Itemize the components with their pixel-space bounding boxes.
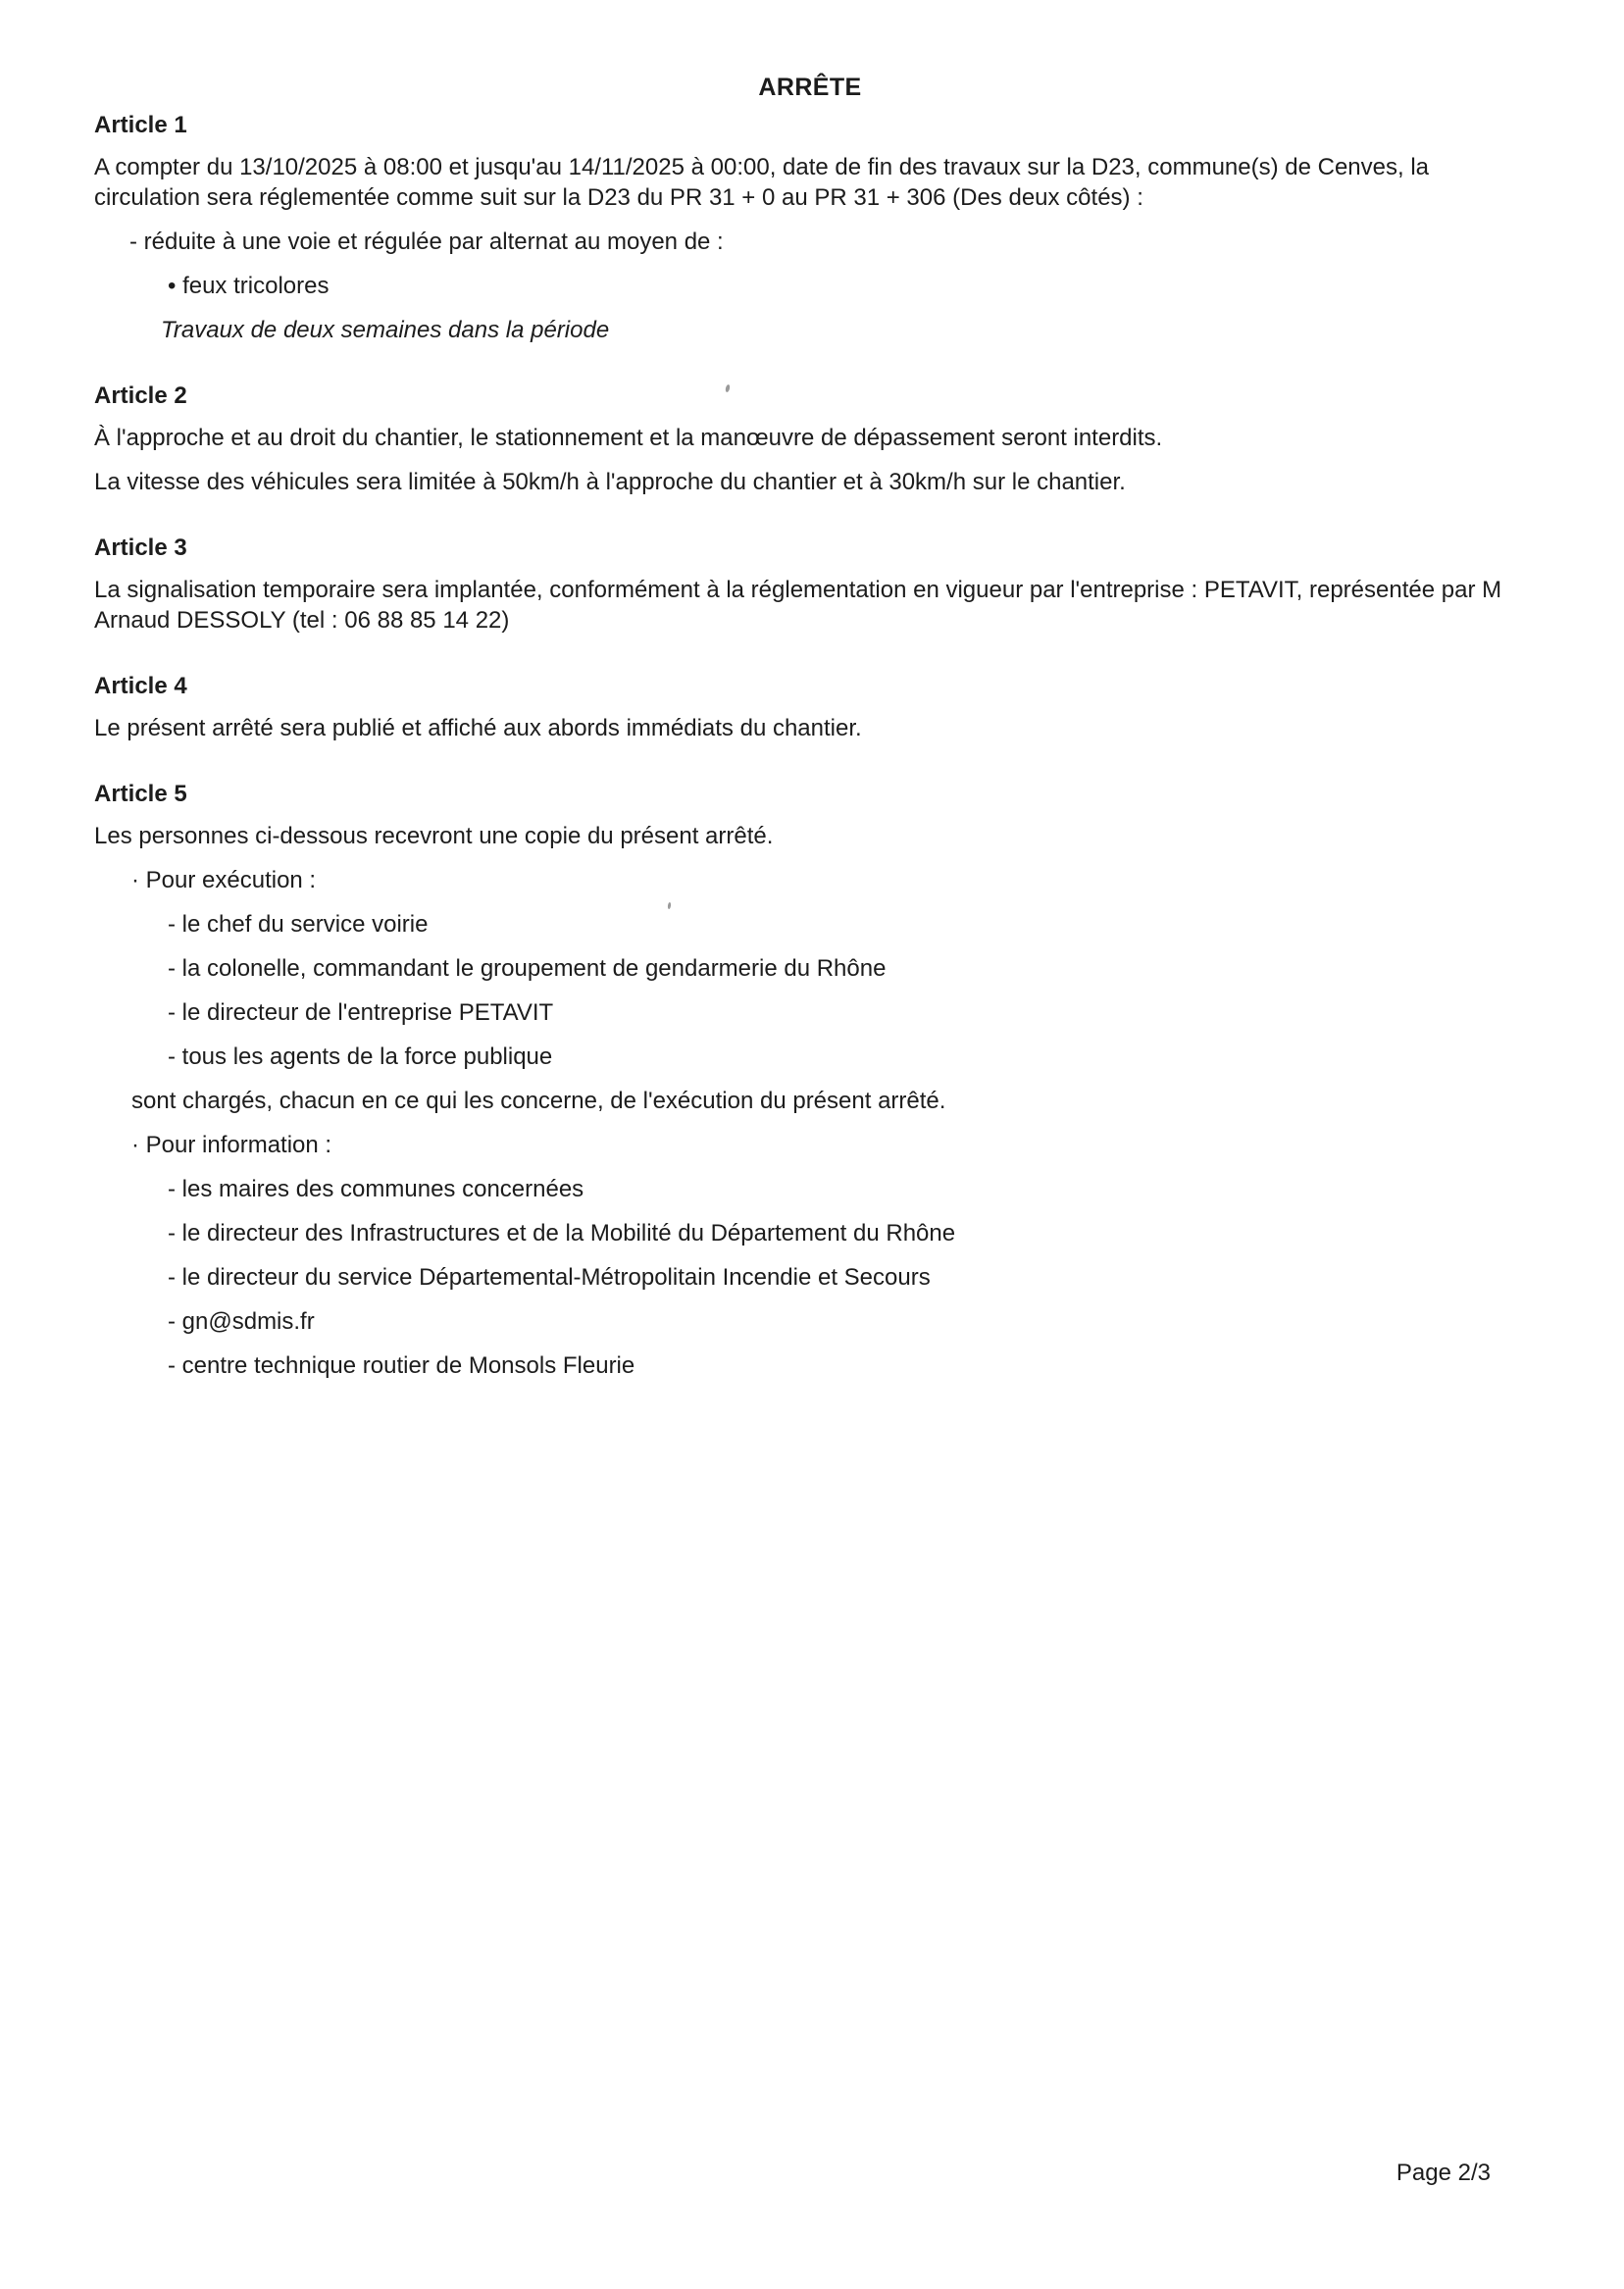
article-2-paragraph-1: À l'approche et au droit du chantier, le stationnement et la manœuvre de dépassement seront interdits. bbox=[94, 425, 1163, 451]
article-3 bbox=[94, 533, 1526, 671]
article-4-paragraph-1: Le présent arrêté sera publié et affiché aux abords immédiats du chantier. bbox=[94, 715, 862, 741]
information-item: - gn@sdmis.fr bbox=[168, 1308, 315, 1335]
article-3-paragraph-1: La signalisation temporaire sera implantée, conformément à la réglementation en vigueur par l'entreprise : PETAVIT, représentée par M Arnaud DESSOLY (tel : 06 88 85 14 22) bbox=[94, 577, 1502, 634]
article-5-heading: Article 5 bbox=[94, 781, 187, 807]
article-1-italic-note: Travaux de deux semaines dans la période bbox=[161, 317, 610, 343]
execution-item: - le chef du service voirie bbox=[168, 911, 429, 938]
article-5 bbox=[94, 779, 1526, 1395]
execution-item: - la colonelle, commandant le groupement de gendarmerie du Rhône bbox=[168, 955, 887, 982]
article-2-heading: Article 2 bbox=[94, 382, 187, 409]
article-4-heading: Article 4 bbox=[94, 673, 187, 699]
article-5-paragraph-1: Les personnes ci-dessous recevront une copie du présent arrêté. bbox=[94, 823, 774, 849]
article-2 bbox=[94, 381, 1526, 533]
execution-label: · Pour exécution : bbox=[131, 867, 317, 893]
execution-item: - le directeur de l'entreprise PETAVIT bbox=[168, 999, 554, 1026]
article-1-bullet-item: • feux tricolores bbox=[168, 273, 330, 299]
article-1-paragraph-1: A compter du 13/10/2025 à 08:00 et jusqu'au 14/11/2025 à 00:00, date de fin des travaux sur la D23, commune(s) de Cenves, la circulation sera réglementée comme suit sur la D23 du PR 31 + 0 au PR 31 + 306 (Des deux côtés) : bbox=[94, 154, 1430, 211]
information-item: - le directeur des Infrastructures et de la Mobilité du Département du Rhône bbox=[168, 1220, 956, 1246]
article-1-dash-item: - réduite à une voie et régulée par alternat au moyen de : bbox=[129, 229, 724, 255]
article-1-heading: Article 1 bbox=[94, 112, 187, 138]
information-item: - le directeur du service Départemental-Métropolitain Incendie et Secours bbox=[168, 1264, 931, 1291]
execution-charge-text: sont chargés, chacun en ce qui les concerne, de l'exécution du présent arrêté. bbox=[131, 1088, 946, 1114]
information-item: - les maires des communes concernées bbox=[168, 1176, 584, 1202]
article-4 bbox=[94, 671, 1526, 779]
page-number: Page 2/3 bbox=[1396, 2160, 1491, 2186]
article-3-heading: Article 3 bbox=[94, 534, 187, 561]
document-title: ARRÊTE bbox=[758, 74, 862, 101]
information-item: - centre technique routier de Monsols Fleurie bbox=[168, 1352, 635, 1379]
information-label: · Pour information : bbox=[131, 1132, 332, 1158]
article-2-paragraph-2: La vitesse des véhicules sera limitée à 50km/h à l'approche du chantier et à 30km/h sur le chantier. bbox=[94, 469, 1126, 495]
execution-item: - tous les agents de la force publique bbox=[168, 1043, 553, 1070]
article-1 bbox=[94, 110, 1526, 381]
